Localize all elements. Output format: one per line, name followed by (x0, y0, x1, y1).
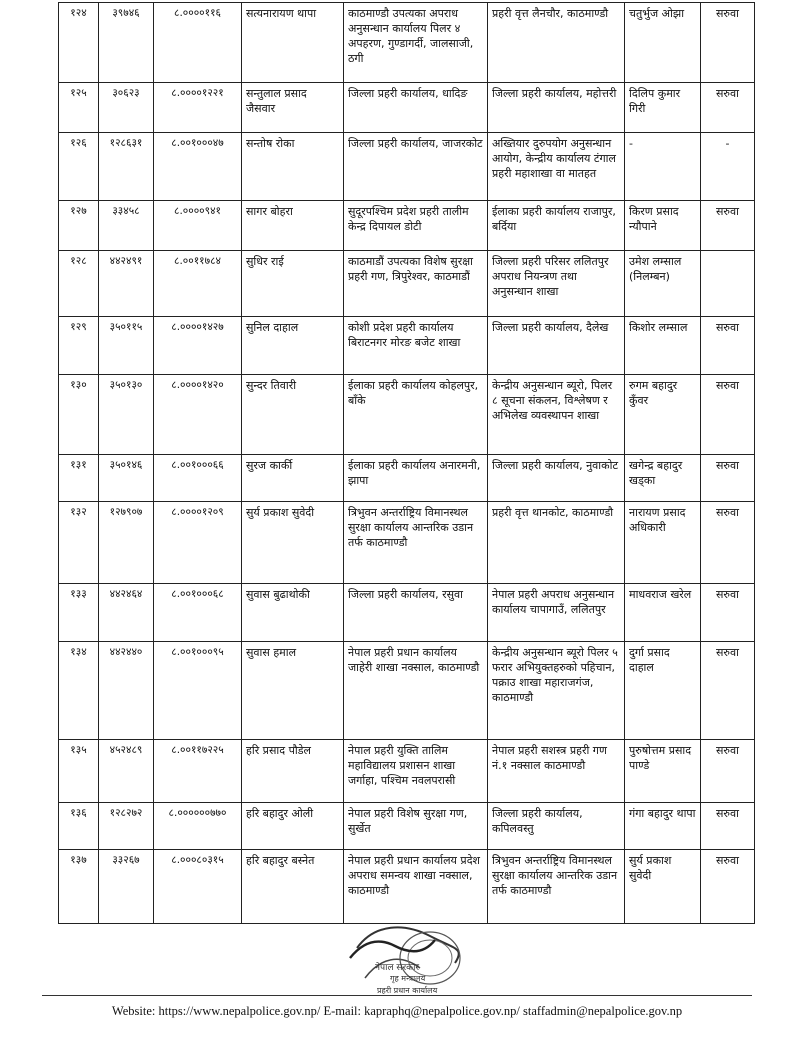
employee-name-cell: सुवास बुढाथोकी (242, 584, 344, 642)
current-office-cell: नेपाल प्रहरी विशेष सुरक्षा गण, सुर्खेत (344, 803, 488, 850)
remark-cell: सरुवा (701, 642, 755, 740)
code-cell: ८.००००१२०९ (154, 502, 242, 584)
police-id-cell: ३५०११५ (99, 317, 154, 375)
police-id-cell: ३५०१३० (99, 375, 154, 455)
remark-cell: सरुवा (701, 850, 755, 924)
footer-rule (42, 995, 752, 996)
police-id-cell: ३५०१४६ (99, 455, 154, 502)
employee-name-cell: हरि बहादुर ओली (242, 803, 344, 850)
code-cell: ८.०००८०३१५ (154, 850, 242, 924)
employee-name-cell: हरि प्रसाद पौडेल (242, 740, 344, 803)
table-row (59, 83, 755, 133)
remark-cell: सरुवा (701, 317, 755, 375)
employee-name-cell: सुन्दर तिवारी (242, 375, 344, 455)
current-office-cell: जिल्ला प्रहरी कार्यालय, रसुवा (344, 584, 488, 642)
remark-cell: सरुवा (701, 3, 755, 83)
table-row (59, 584, 755, 642)
table-row (59, 201, 755, 251)
employee-name-cell: सुधिर राई (242, 251, 344, 317)
serial-number-cell: १२५ (59, 83, 99, 133)
replacement-cell: सुर्य प्रकाश सुवेदी (625, 850, 701, 924)
table-row (59, 3, 755, 83)
serial-number-cell: १३० (59, 375, 99, 455)
police-id-cell: ३३२६७ (99, 850, 154, 924)
new-office-cell: जिल्ला प्रहरी कार्यालय, कपिलवस्तु (488, 803, 625, 850)
replacement-cell: पुरुषोत्तम प्रसाद पाण्डे (625, 740, 701, 803)
employee-name-cell: सत्यनारायण थापा (242, 3, 344, 83)
police-id-cell: १२८२७२ (99, 803, 154, 850)
code-cell: ८.००००११६ (154, 3, 242, 83)
table-row (59, 375, 755, 455)
remark-cell: सरुवा (701, 83, 755, 133)
serial-number-cell: १३२ (59, 502, 99, 584)
police-id-cell: ३९७४६ (99, 3, 154, 83)
new-office-cell: नेपाल प्रहरी अपराध अनुसन्धान कार्यालय चापागाउँ, ललितपुर (488, 584, 625, 642)
serial-number-cell: १२४ (59, 3, 99, 83)
employee-name-cell: सुर्य प्रकाश सुवेदी (242, 502, 344, 584)
table-row (59, 251, 755, 317)
current-office-cell: काठमाण्डौ उपत्यका अपराध अनुसन्धान कार्यालय पिलर ४ अपहरण, गुण्डागर्दी, जालसाजी, ठगी (344, 3, 488, 83)
footer-contact: Website: https://www.nepalpolice.gov.np/ E-mail: kapraphq@nepalpolice.gov.np/ staffadmin@nepalpolice.gov.np (111, 1004, 683, 1018)
code-cell: ८.००१०००४७ (154, 133, 242, 201)
police-id-cell: ४४२४४० (99, 642, 154, 740)
current-office-cell: त्रिभुवन अन्तर्राष्ट्रिय विमानस्थल सुरक्षा कार्यालय आन्तरिक उडान तर्फ काठमाण्डौ (344, 502, 488, 584)
code-cell: ८.००११७८४ (154, 251, 242, 317)
employee-name-cell: सुरज कार्की (242, 455, 344, 502)
serial-number-cell: १३४ (59, 642, 99, 740)
police-id-cell: ४४२४९१ (99, 251, 154, 317)
remark-cell: सरुवा (701, 455, 755, 502)
police-id-cell: १२८६३१ (99, 133, 154, 201)
serial-number-cell: १३१ (59, 455, 99, 502)
new-office-cell: जिल्ला प्रहरी कार्यालय, नुवाकोट (488, 455, 625, 502)
new-office-cell: अख्तियार दुरुपयोग अनुसन्धान आयोग, केन्द्रीय कार्यालय टंगाल प्रहरी महाशाखा वा मातहत (488, 133, 625, 201)
employee-name-cell: सागर बोहरा (242, 201, 344, 251)
employee-name-cell: सन्तुलाल प्रसाद जैसवार (242, 83, 344, 133)
code-cell: ८.००००१२२१ (154, 83, 242, 133)
code-cell: ८.००००१४२० (154, 375, 242, 455)
replacement-cell: किशोर लम्साल (625, 317, 701, 375)
table-row (59, 740, 755, 803)
remark-cell: सरुवा (701, 740, 755, 803)
table-row (59, 502, 755, 584)
replacement-cell: गंगा बहादुर थापा (625, 803, 701, 850)
remark-cell: - (701, 133, 755, 201)
serial-number-cell: १२६ (59, 133, 99, 201)
remark-cell: सरुवा (701, 375, 755, 455)
current-office-cell: जिल्ला प्रहरी कार्यालय, धादिङ (344, 83, 488, 133)
police-id-cell: ४५२४८९ (99, 740, 154, 803)
police-id-cell: ३३४५८ (99, 201, 154, 251)
new-office-cell: ईलाका प्रहरी कार्यालय राजापुर, बर्दिया (488, 201, 625, 251)
current-office-cell: ईलाका प्रहरी कार्यालय कोहलपुर, बाँके (344, 375, 488, 455)
current-office-cell: जिल्ला प्रहरी कार्यालय, जाजरकोट (344, 133, 488, 201)
current-office-cell: ईलाका प्रहरी कार्यालय अनारमनी, झापा (344, 455, 488, 502)
replacement-cell: दिलिप कुमार गिरी (625, 83, 701, 133)
new-office-cell: प्रहरी वृत्त थानकोट, काठमाण्डौ (488, 502, 625, 584)
employee-name-cell: हरि बहादुर बस्नेत (242, 850, 344, 924)
table-row (59, 642, 755, 740)
serial-number-cell: १२८ (59, 251, 99, 317)
code-cell: ८.००११७२२५ (154, 740, 242, 803)
table-row (59, 133, 755, 201)
serial-number-cell: १३६ (59, 803, 99, 850)
serial-number-cell: १३७ (59, 850, 99, 924)
serial-number-cell: १२७ (59, 201, 99, 251)
current-office-cell: नेपाल प्रहरी प्रधान कार्यालय जाहेरी शाखा नक्साल, काठमाण्डौ (344, 642, 488, 740)
current-office-cell: काठमाडौं उपत्यका विशेष सुरक्षा प्रहरी गण, त्रिपुरेश्वर, काठमाडौं (344, 251, 488, 317)
replacement-cell: - (625, 133, 701, 201)
current-office-cell: नेपाल प्रहरी युक्ति तालिम महाविद्यालय प्रशासन शाखा जर्गाहा, पश्चिम नवलपरासी (344, 740, 488, 803)
police-id-cell: ४४२४६४ (99, 584, 154, 642)
code-cell: ८.००००००७७० (154, 803, 242, 850)
remark-cell (701, 251, 755, 317)
official-seal-signature (335, 918, 485, 998)
replacement-cell: चतुर्भुज ओझा (625, 3, 701, 83)
new-office-cell: त्रिभुवन अन्तर्राष्ट्रिय विमानस्थल सुरक्षा कार्यालय आन्तरिक उडान तर्फ काठमाण्डौ (488, 850, 625, 924)
employee-name-cell: सुवास हमाल (242, 642, 344, 740)
code-cell: ८.००१०००९५ (154, 642, 242, 740)
table-row (59, 850, 755, 924)
new-office-cell: जिल्ला प्रहरी कार्यालय, दैलेख (488, 317, 625, 375)
serial-number-cell: १३५ (59, 740, 99, 803)
new-office-cell: केन्द्रीय अनुसन्धान ब्यूरो, पिलर ८ सूचना संकलन, विश्लेषण र अभिलेख व्यवस्थापन शाखा (488, 375, 625, 455)
employee-name-cell: सन्तोष रोका (242, 133, 344, 201)
employee-name-cell: सुनिल दाहाल (242, 317, 344, 375)
serial-number-cell: १३३ (59, 584, 99, 642)
code-cell: ८.००१०००६६ (154, 455, 242, 502)
replacement-cell: खगेन्द्र बहादुर खड्का (625, 455, 701, 502)
remark-cell: सरुवा (701, 502, 755, 584)
code-cell: ८.००००९४१ (154, 201, 242, 251)
replacement-cell: नारायण प्रसाद अधिकारी (625, 502, 701, 584)
table-row (59, 455, 755, 502)
transfer-table (58, 2, 755, 924)
remark-cell: सरुवा (701, 201, 755, 251)
serial-number-cell: १२९ (59, 317, 99, 375)
new-office-cell: नेपाल प्रहरी सशस्त्र प्रहरी गण नं.१ नक्साल काठमाण्डौ (488, 740, 625, 803)
replacement-cell: रुगम बहादुर कुँवर (625, 375, 701, 455)
replacement-cell: किरण प्रसाद न्यौपाने (625, 201, 701, 251)
new-office-cell: जिल्ला प्रहरी परिसर ललितपुर अपराध नियन्त्रण तथा अनुसन्धान शाखा (488, 251, 625, 317)
current-office-cell: नेपाल प्रहरी प्रधान कार्यालय प्रदेश अपराध समन्वय शाखा नक्साल, काठमाण्डौ (344, 850, 488, 924)
code-cell: ८.००००१४२७ (154, 317, 242, 375)
current-office-cell: कोशी प्रदेश प्रहरी कार्यालय बिराटनगर मोरङ बजेट शाखा (344, 317, 488, 375)
seal-text-bottom: प्रहरी प्रधान कार्यालय (377, 986, 438, 995)
police-id-cell: ३०६२३ (99, 83, 154, 133)
table-row (59, 317, 755, 375)
seal-text-mid: गृह मन्त्रालय (390, 974, 426, 983)
code-cell: ८.००१०००६८ (154, 584, 242, 642)
table-row (59, 803, 755, 850)
remark-cell: सरुवा (701, 584, 755, 642)
replacement-cell: माधवराज खरेल (625, 584, 701, 642)
seal-text-top: नेपाल सरकार (375, 963, 420, 973)
current-office-cell: सुदूरपश्चिम प्रदेश प्रहरी तालीम केन्द्र दिपायल डोटी (344, 201, 488, 251)
police-id-cell: १२७९०७ (99, 502, 154, 584)
remark-cell: सरुवा (701, 803, 755, 850)
replacement-cell: दुर्गा प्रसाद दाहाल (625, 642, 701, 740)
new-office-cell: प्रहरी वृत्त लैनचौर, काठमाण्डौ (488, 3, 625, 83)
new-office-cell: केन्द्रीय अनुसन्धान ब्यूरो पिलर ५ फरार अभियुक्तहरुको पहिचान, पक्राउ शाखा महाराजगंज, काठमाण्डौ (488, 642, 625, 740)
replacement-cell: उमेश लम्साल (निलम्बन) (625, 251, 701, 317)
new-office-cell: जिल्ला प्रहरी कार्यालय, महोत्तरी (488, 83, 625, 133)
